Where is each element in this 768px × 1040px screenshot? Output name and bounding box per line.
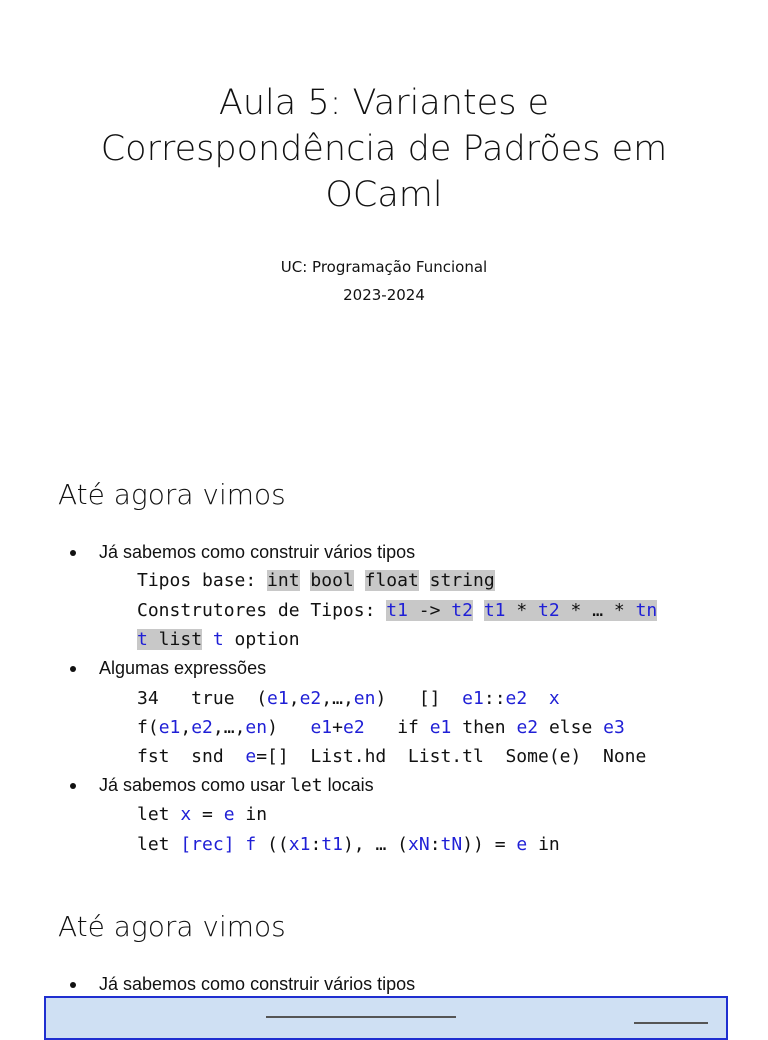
title-slide [0,0,768,430]
slide-heading: Até agora vimos [58,478,286,511]
bullet-text: Já sabemos como construir vários tipos [99,542,416,562]
bullet-dot [70,783,76,789]
title-line-1: Aula 5: Variantes e [218,83,550,123]
code-let-1: let x = e in [137,804,268,825]
bullet-text: Já sabemos como construir vários tipos [99,974,416,994]
slide-ate-agora [0,430,768,870]
bullet-dot [70,982,76,988]
bullet-dot [70,666,76,672]
cut-off-text [266,1016,456,1018]
slide-heading: Até agora vimos [58,910,286,943]
list-type: t list [137,629,203,650]
type-int: int [267,570,300,591]
tipos-base-label: Tipos base: [137,570,268,591]
highlight-box [44,996,728,1040]
code-expr-3: fst snd e=[] List.hd List.tl Some(e) None [137,746,647,767]
course-subtitle: UC: Programação Funcional [280,258,488,276]
construtores-label: Construtores de Tipos: [137,600,387,621]
tuple-type: t1 * t2 * … * tn [483,600,658,621]
code-expr-1: 34 true (e1,e2,…,en) [] e1::e2 x [137,688,560,709]
title-line-2: Correspondência de Padrões em [100,129,668,169]
presentation-title [0,80,768,218]
type-bool: bool [310,570,354,591]
option-type: t option [212,629,300,650]
code-construtores [137,600,657,621]
code-let-2: let [rec] f ((x1:t1), … (xN:tN)) = e in [137,834,560,855]
bullet-dot [70,550,76,556]
type-string: string [429,570,495,591]
code-expr-2: f(e1,e2,…,en) e1+e2 if e1 then e2 else e3 [137,717,625,738]
code-list-option [137,629,300,650]
arrow-type: t1 -> t2 [386,600,473,621]
bullet-text: Algumas expressões [99,658,267,678]
academic-year: 2023-2024 [343,286,425,304]
type-float: float [364,570,419,591]
code-tipos-base [137,570,495,591]
bullet-text: Já sabemos como usar let locais [99,775,374,796]
title-line-3: OCaml [325,175,443,215]
